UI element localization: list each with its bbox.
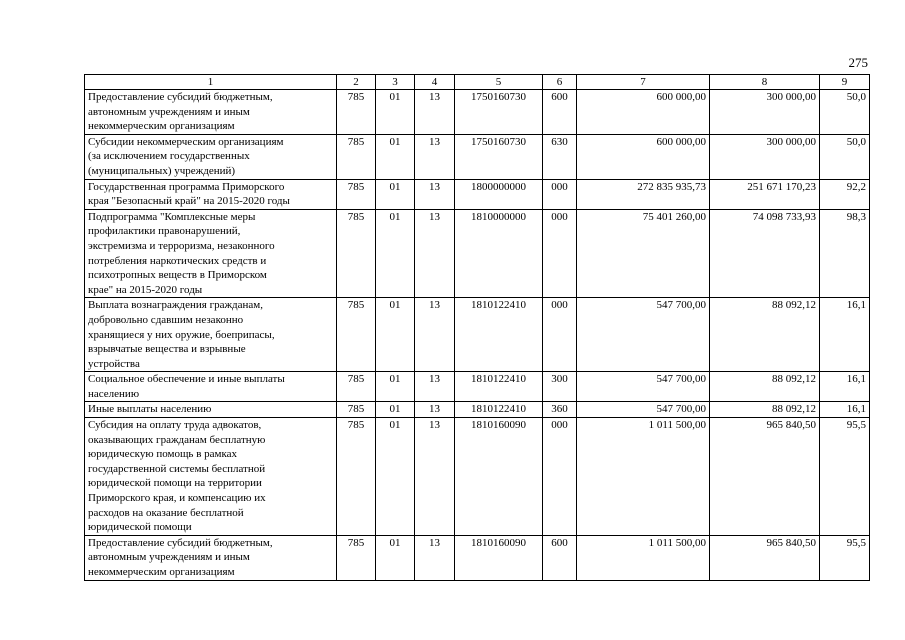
row-subsection-cell: 13	[415, 372, 455, 402]
row-planned-amount-cell: 1 011 500,00	[577, 535, 710, 580]
row-planned-amount-cell: 600 000,00	[577, 90, 710, 135]
row-percent-cell: 95,5	[820, 418, 870, 536]
row-section-cell: 01	[376, 535, 415, 580]
row-actual-amount-cell: 88 092,12	[710, 372, 820, 402]
header-row	[85, 75, 870, 90]
row-code-cell: 785	[337, 134, 376, 179]
row-section-cell: 01	[376, 179, 415, 209]
row-target-item-cell: 1810122410	[455, 298, 543, 372]
row-expense-type-cell: 000	[543, 209, 577, 298]
row-percent-cell: 50,0	[820, 90, 870, 135]
table-row	[85, 298, 870, 372]
row-subsection-cell: 13	[415, 90, 455, 135]
row-expense-type-cell: 360	[543, 402, 577, 418]
row-section-cell: 01	[376, 90, 415, 135]
row-actual-amount-cell: 300 000,00	[710, 90, 820, 135]
row-name-cell: Субсидии некоммерческим организациям (за исключением государственных (муниципальных) учреждений)	[85, 134, 337, 179]
row-section-cell: 01	[376, 418, 415, 536]
row-subsection-cell: 13	[415, 402, 455, 418]
row-expense-type-cell: 000	[543, 418, 577, 536]
row-actual-amount-cell: 965 840,50	[710, 535, 820, 580]
row-code-cell: 785	[337, 298, 376, 372]
row-target-item-cell: 1750160730	[455, 134, 543, 179]
row-expense-type-cell: 000	[543, 179, 577, 209]
column-header: 2	[337, 75, 376, 90]
row-expense-type-cell: 000	[543, 298, 577, 372]
row-subsection-cell: 13	[415, 179, 455, 209]
table-row	[85, 209, 870, 298]
table-body	[85, 90, 870, 581]
row-expense-type-cell: 600	[543, 535, 577, 580]
table-row	[85, 372, 870, 402]
row-name-cell: Выплата вознаграждения гражданам, добровольно сдавшим незаконно хранящиеся у них оружие, боеприпасы, взрывчатые вещества и взрывные устройства	[85, 298, 337, 372]
column-header: 1	[85, 75, 337, 90]
row-subsection-cell: 13	[415, 418, 455, 536]
row-expense-type-cell: 630	[543, 134, 577, 179]
row-code-cell: 785	[337, 209, 376, 298]
row-name-cell: Государственная программа Приморского края "Безопасный край" на 2015-2020 годы	[85, 179, 337, 209]
row-name-cell: Социальное обеспечение и иные выплаты населению	[85, 372, 337, 402]
row-actual-amount-cell: 251 671 170,23	[710, 179, 820, 209]
column-header: 3	[376, 75, 415, 90]
row-code-cell: 785	[337, 535, 376, 580]
table-row	[85, 402, 870, 418]
row-target-item-cell: 1800000000	[455, 179, 543, 209]
row-code-cell: 785	[337, 418, 376, 536]
row-name-cell: Предоставление субсидий бюджетным, автономным учреждениям и иным некоммерческим организациям	[85, 535, 337, 580]
row-actual-amount-cell: 88 092,12	[710, 402, 820, 418]
row-target-item-cell: 1810122410	[455, 372, 543, 402]
row-percent-cell: 16,1	[820, 298, 870, 372]
row-expense-type-cell: 600	[543, 90, 577, 135]
row-actual-amount-cell: 74 098 733,93	[710, 209, 820, 298]
row-actual-amount-cell: 88 092,12	[710, 298, 820, 372]
row-code-cell: 785	[337, 402, 376, 418]
row-planned-amount-cell: 1 011 500,00	[577, 418, 710, 536]
row-name-cell: Субсидия на оплату труда адвокатов, оказывающих гражданам бесплатную юридическую помощь в рамках государственной системы бесплатной юридической помощи на территории Приморского края, и компенсацию их расходов на оказание бесплатной юридической помощи	[85, 418, 337, 536]
row-actual-amount-cell: 965 840,50	[710, 418, 820, 536]
column-header: 9	[820, 75, 870, 90]
row-percent-cell: 92,2	[820, 179, 870, 209]
row-name-cell: Подпрограмма "Комплексные меры профилактики правонарушений, экстремизма и терроризма, незаконного потребления наркотических средств и психотропных веществ в Приморском крае" на 2015-2020 годы	[85, 209, 337, 298]
row-section-cell: 01	[376, 134, 415, 179]
row-target-item-cell: 1810122410	[455, 402, 543, 418]
column-header: 5	[455, 75, 543, 90]
row-subsection-cell: 13	[415, 209, 455, 298]
row-planned-amount-cell: 75 401 260,00	[577, 209, 710, 298]
row-section-cell: 01	[376, 298, 415, 372]
row-planned-amount-cell: 272 835 935,73	[577, 179, 710, 209]
row-percent-cell: 16,1	[820, 402, 870, 418]
row-actual-amount-cell: 300 000,00	[710, 134, 820, 179]
row-name-cell: Предоставление субсидий бюджетным, автономным учреждениям и иным некоммерческим организациям	[85, 90, 337, 135]
budget-table	[84, 74, 870, 581]
row-planned-amount-cell: 547 700,00	[577, 298, 710, 372]
row-planned-amount-cell: 547 700,00	[577, 372, 710, 402]
table-row	[85, 535, 870, 580]
row-section-cell: 01	[376, 209, 415, 298]
row-target-item-cell: 1750160730	[455, 90, 543, 135]
row-section-cell: 01	[376, 402, 415, 418]
column-header: 8	[710, 75, 820, 90]
row-target-item-cell: 1810160090	[455, 418, 543, 536]
row-subsection-cell: 13	[415, 298, 455, 372]
row-subsection-cell: 13	[415, 535, 455, 580]
row-planned-amount-cell: 547 700,00	[577, 402, 710, 418]
row-code-cell: 785	[337, 372, 376, 402]
table-row	[85, 418, 870, 536]
row-percent-cell: 95,5	[820, 535, 870, 580]
row-target-item-cell: 1810160090	[455, 535, 543, 580]
row-percent-cell: 98,3	[820, 209, 870, 298]
row-percent-cell: 50,0	[820, 134, 870, 179]
row-expense-type-cell: 300	[543, 372, 577, 402]
row-name-cell: Иные выплаты населению	[85, 402, 337, 418]
row-code-cell: 785	[337, 179, 376, 209]
page-number: 275	[848, 55, 868, 70]
row-target-item-cell: 1810000000	[455, 209, 543, 298]
row-section-cell: 01	[376, 372, 415, 402]
column-header: 6	[543, 75, 577, 90]
table-row	[85, 90, 870, 135]
row-percent-cell: 16,1	[820, 372, 870, 402]
column-header: 4	[415, 75, 455, 90]
row-code-cell: 785	[337, 90, 376, 135]
row-subsection-cell: 13	[415, 134, 455, 179]
table-row	[85, 134, 870, 179]
table-row	[85, 179, 870, 209]
column-header: 7	[577, 75, 710, 90]
row-planned-amount-cell: 600 000,00	[577, 134, 710, 179]
